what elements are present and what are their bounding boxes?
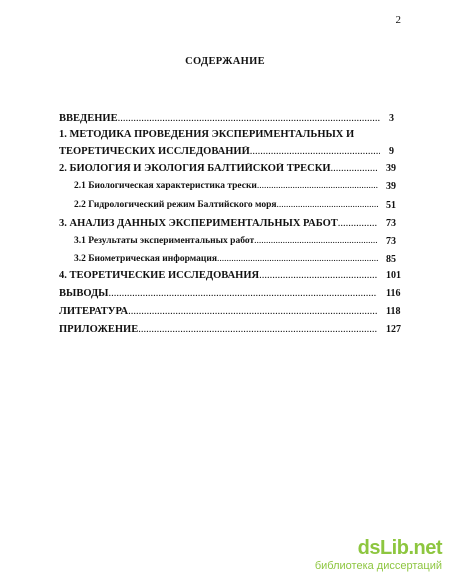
toc-entry-page: 118 <box>386 306 401 317</box>
toc-entry-2-1[interactable] <box>0 181 450 196</box>
toc-entry-label: 3.2 Биометрическая информация ..... <box>74 254 378 264</box>
dslib-watermark <box>315 538 442 572</box>
toc-entry-label: 2.2 Гидрологический режим Балтийского моря ..... <box>74 200 378 210</box>
toc-heading: СОДЕРЖАНИЕ <box>185 56 265 67</box>
toc-entry-methods[interactable] <box>0 129 450 144</box>
toc-entry-intro[interactable] <box>0 113 450 128</box>
toc-entry-label: 3.1 Результаты экспериментальных работ ..... <box>74 236 378 246</box>
toc-entry-label: ВЫВОДЫ ..... <box>59 288 377 299</box>
toc-entry-conclusions[interactable] <box>0 288 450 303</box>
toc-entry-label: ТЕОРЕТИЧЕСКИХ ИССЛЕДОВАНИЙ ..... <box>59 146 380 157</box>
toc-entry-page: 39 <box>386 163 396 174</box>
toc-entry-appendix[interactable] <box>0 324 450 339</box>
page-number: 2 <box>395 14 401 26</box>
toc-entry-page: 127 <box>386 324 401 335</box>
toc-entry-page: 9 <box>389 146 394 157</box>
toc-entry-label: 1. МЕТОДИКА ПРОВЕДЕНИЯ ЭКСПЕРИМЕНТАЛЬНЫХ И <box>59 129 355 140</box>
toc-entry-biology[interactable] <box>0 163 450 178</box>
toc-entry-label: ПРИЛОЖЕНИЕ ..... <box>59 324 377 335</box>
toc-entry-label: ЛИТЕРАТУРА ..... <box>59 306 377 317</box>
dslib-tagline: библиотека диссертаций <box>314 560 442 572</box>
toc-entry-page: 73 <box>386 218 396 229</box>
toc-entry-analysis[interactable] <box>0 218 450 233</box>
toc-entry-label: 2.1 Биологическая характеристика трески ..... <box>74 181 378 191</box>
toc-entry-page: 39 <box>386 181 396 192</box>
toc-entry-theory[interactable] <box>0 270 450 285</box>
toc-entry-label: 3. АНАЛИЗ ДАННЫХ ЭКСПЕРИМЕНТАЛЬНЫХ РАБОТ ..... <box>59 218 377 229</box>
toc-entry-page: 51 <box>386 200 396 211</box>
toc-entry-page: 73 <box>386 236 396 247</box>
toc-entry-label: 4. ТЕОРЕТИЧЕСКИЕ ИССЛЕДОВАНИЯ ..... <box>59 270 377 281</box>
toc-entry-label: 2. БИОЛОГИЯ И ЭКОЛОГИЯ БАЛТИЙСКОЙ ТРЕСКИ ..... <box>59 163 377 174</box>
toc-entry-literature[interactable] <box>0 306 450 321</box>
toc-entry-page: 3 <box>389 113 394 124</box>
toc-entry-page: 116 <box>386 288 401 299</box>
dslib-logo: dsLib.net <box>357 537 442 559</box>
toc-entry-page: 85 <box>386 254 396 265</box>
toc-entry-3-2[interactable] <box>0 254 450 269</box>
toc-entry-2-2[interactable] <box>0 200 450 215</box>
toc-entry-methods-cont[interactable] <box>0 146 450 161</box>
toc-entry-page: 101 <box>386 270 401 281</box>
toc-entry-label: ВВЕДЕНИЕ ..... <box>59 113 380 124</box>
toc-entry-3-1[interactable] <box>0 236 450 251</box>
